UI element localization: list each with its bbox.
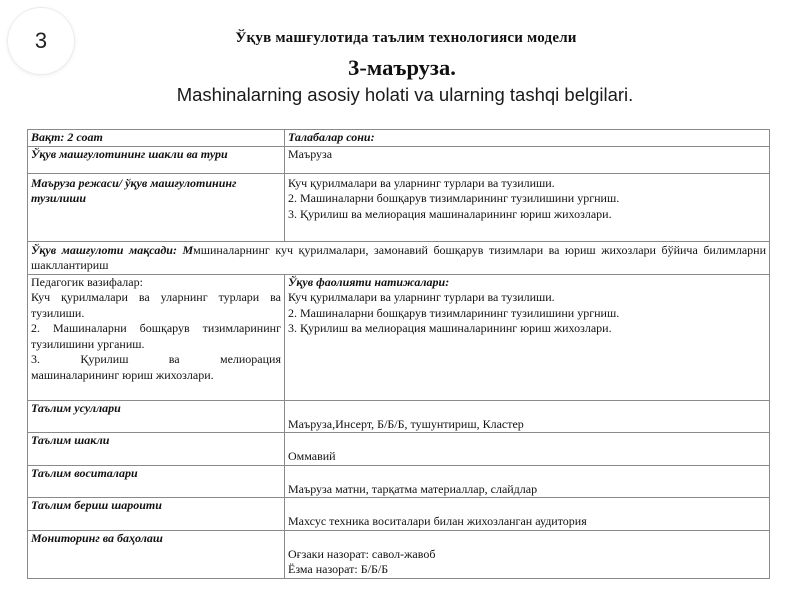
- methods-value: Маъруза,Инсерт, Б/Б/Б, тушунтириш, Кластер: [288, 416, 524, 431]
- page-number: 3: [34, 28, 48, 53]
- students-cell: [285, 130, 770, 147]
- format-value: Оммавий: [288, 449, 336, 463]
- table-row-tasks: [28, 274, 770, 400]
- monitoring-label: Мониторинг ва баҳолаш: [31, 530, 163, 545]
- table-row-goal: [28, 241, 770, 274]
- plan-label-cell: [28, 173, 285, 241]
- table-row-means: [28, 465, 770, 498]
- results-cell: [285, 274, 770, 400]
- conditions-label: Таълим бериш шароити: [31, 498, 162, 512]
- result-item: 3. Қурилиш ва мелиорация машиналарининг юриш жихозлари.: [288, 321, 612, 335]
- teacher-task-line: тузилишини урганиш.: [31, 336, 145, 351]
- teacher-task-line: машиналарининг юриш жихозлари.: [31, 367, 214, 382]
- plan-items-cell: [285, 173, 770, 241]
- form-label-cell: [28, 146, 285, 173]
- format-label-cell: [28, 433, 285, 466]
- teacher-task-line: 3. Қурилиш ва мелиорация: [31, 352, 281, 366]
- results-label: Ўқув фаолияти натижалари:: [288, 274, 450, 289]
- teacher-tasks-label: Педагогик вазифалар:: [31, 274, 143, 289]
- monitoring-line: Ёзма назорат: Б/Б/Б: [288, 562, 389, 576]
- plan-label: Маъруза режаси/ ўқув машғулотининг тузилиши: [31, 175, 237, 205]
- table-row-methods: [28, 400, 770, 433]
- goal-cell: [28, 241, 770, 274]
- students-label: Талабалар сони:: [288, 130, 375, 144]
- conditions-label-cell: [28, 498, 285, 531]
- monitoring-label-cell: [28, 530, 285, 578]
- table-row-monitoring: [28, 530, 770, 578]
- teacher-task-line: тузилиши.: [31, 305, 85, 320]
- table-row-plan: [28, 173, 770, 241]
- time-label: Вақт: 2 соат: [31, 130, 103, 144]
- monitoring-value-cell: [285, 530, 770, 578]
- format-label: Таълим шакли: [31, 433, 110, 447]
- teacher-task-line: Куч қурилмалари ва уларнинг турлари ва: [31, 290, 281, 304]
- table-row-time: [28, 130, 770, 147]
- form-value: Маъруза: [288, 146, 333, 161]
- form-label: Ўқув машғулотининг шакли ва тури: [31, 146, 228, 161]
- result-item: Куч қурилмалари ва уларнинг турлари ва тузилиши.: [288, 290, 555, 304]
- means-label-cell: [28, 465, 285, 498]
- teacher-task-line: 2. Машиналарни бошқарув тизимларининг: [31, 321, 281, 335]
- time-cell: [28, 130, 285, 147]
- document-title: Ўқув машғулотида таълим технологияси модели: [235, 30, 577, 46]
- table-row-format: [28, 433, 770, 466]
- lesson-plan-table: [27, 129, 770, 579]
- table-row-conditions: [28, 498, 770, 531]
- goal-text-initial: М: [182, 242, 194, 257]
- goal-text: мшиналарнинг куч қурилмалари, замонавий бошқарув тизимлари ва юриш жихозлари бўйича билимларни шакллантириш: [31, 242, 767, 272]
- lecture-subtitle: Mashinalarning asosiy holati va ularning tashqi belgilari.: [176, 84, 634, 105]
- table-row-form: [28, 146, 770, 173]
- methods-label: Таълим усуллари: [31, 400, 121, 415]
- methods-label-cell: [28, 400, 285, 433]
- form-value-cell: [285, 146, 770, 173]
- plan-item: 3. Қурилиш ва мелиорация машиналарининг юриш жихозлари.: [288, 206, 612, 221]
- format-value-cell: [285, 433, 770, 466]
- conditions-value-cell: [285, 498, 770, 531]
- methods-value-cell: [285, 400, 770, 433]
- monitoring-line: Оғзаки назорат: савол-жавоб: [288, 546, 436, 561]
- lecture-number: 3-маъруза.: [348, 55, 456, 80]
- result-item: 2. Машиналарни бошқарув тизимларининг тузилишини ургниш.: [288, 305, 620, 320]
- goal-label: Ўқув машғулоти мақсади:: [31, 242, 177, 257]
- teacher-tasks-cell: [28, 274, 285, 400]
- means-value: Маъруза матни, тарқатма материаллар, слайдлар: [288, 481, 538, 496]
- plan-item: 2. Машиналарни бошқарув тизимларининг тузилишини ургниш.: [288, 191, 620, 205]
- means-label: Таълим воситалари: [31, 465, 138, 480]
- conditions-value: Махсус техника воситалари билан жихозланган аудитория: [288, 514, 587, 528]
- plan-item: Куч қурилмалари ва уларнинг турлари ва тузилиши.: [288, 175, 555, 190]
- means-value-cell: [285, 465, 770, 498]
